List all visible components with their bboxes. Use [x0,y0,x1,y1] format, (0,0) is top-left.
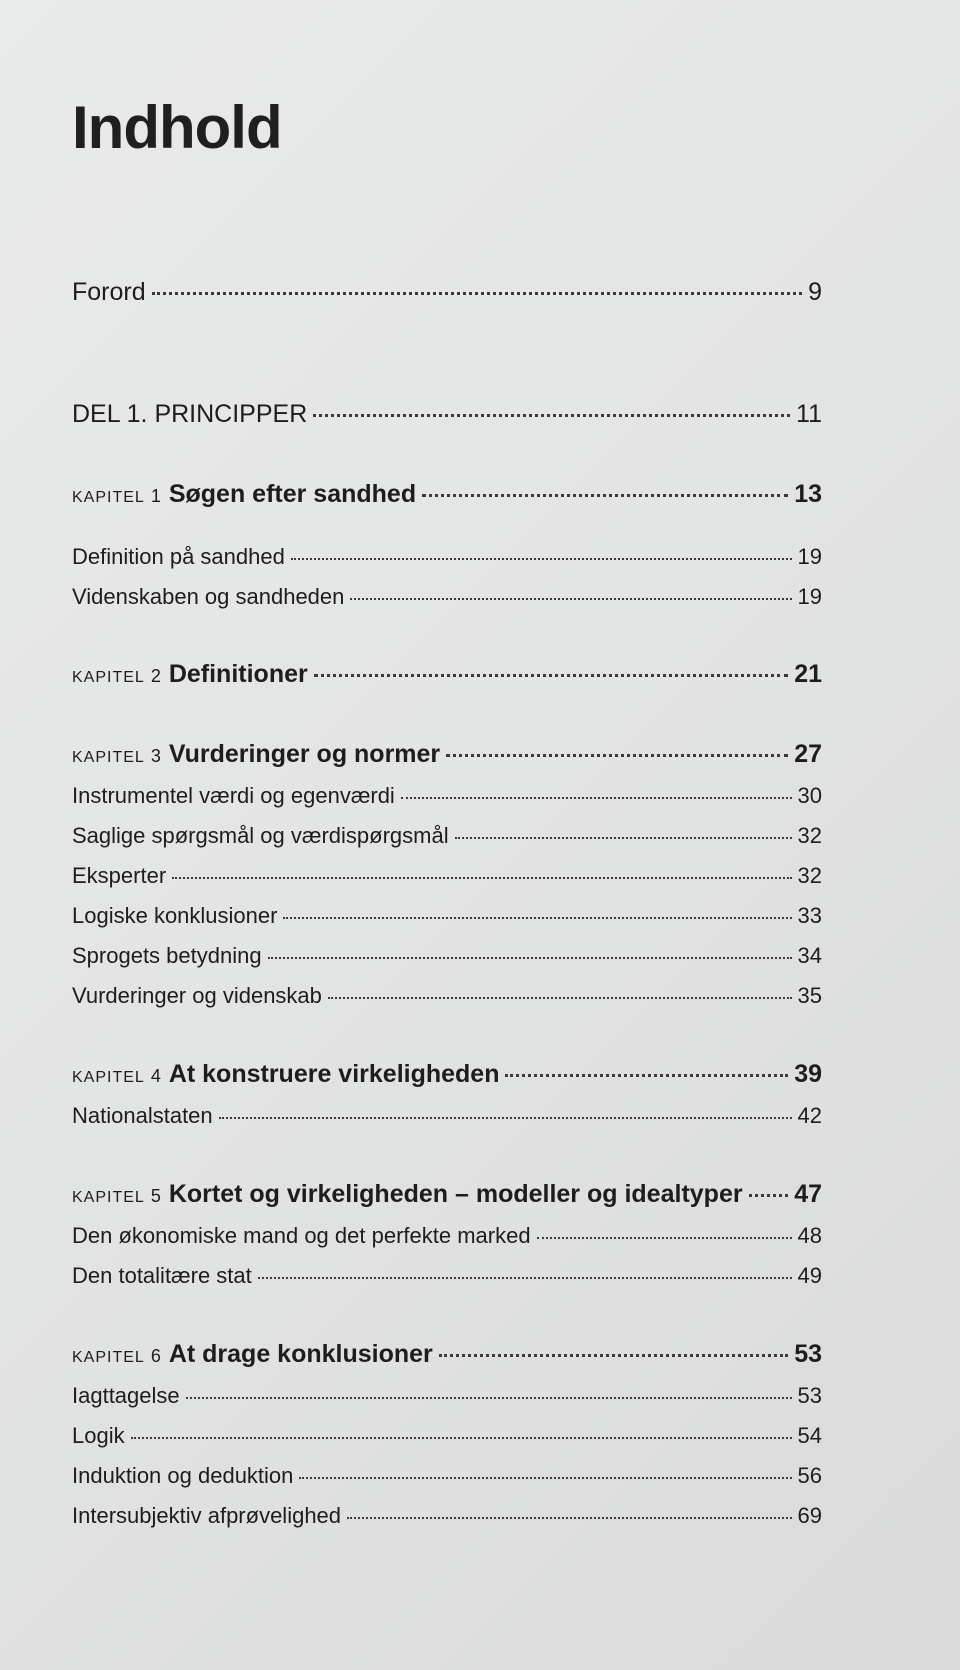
entry-label: Logiske konklusioner [72,903,278,928]
entry-page-number: 47 [794,1180,822,1208]
chapter-prefix: KAPITEL [72,1349,145,1366]
dot-leader [347,1517,791,1519]
toc-entry-del1 [72,400,822,429]
entry-page-number: 13 [794,480,822,508]
entry-page-number: 33 [797,903,822,928]
chapter-number: 3 [150,746,161,766]
toc-section [72,943,822,969]
toc-section [72,863,822,889]
chapter-prefix: KAPITEL [72,1189,145,1206]
entry-label: Logik [72,1423,125,1448]
dot-leader [258,1277,792,1279]
entry-page-number: 53 [794,1340,822,1368]
toc-chapter-5 [72,1180,822,1209]
chapter-prefix: KAPITEL [72,1069,145,1086]
toc-section [72,1223,822,1249]
entry-label: Sprogets betydning [72,943,262,968]
dot-leader [537,1237,792,1239]
toc-section [72,983,822,1009]
entry-page-number: 34 [797,943,822,968]
entry-page-number: 56 [797,1463,822,1488]
entry-page-number: 69 [797,1503,822,1528]
dot-leader [313,414,790,417]
dot-leader [505,1074,788,1077]
entry-label: At konstruere virkeligheden [168,1060,500,1088]
dot-leader [152,292,802,295]
entry-page-number: 32 [797,863,822,888]
toc-section [72,584,822,610]
entry-page-number: 35 [797,983,822,1008]
dot-leader [749,1194,789,1197]
entry-label: Vurderinger og normer [168,740,441,768]
dot-leader [439,1354,788,1357]
dot-leader [401,797,792,799]
dot-leader [455,837,792,839]
toc-section [72,903,822,929]
chapter-number: 2 [150,666,161,686]
toc-chapter-4 [72,1060,822,1089]
entry-page-number: 11 [796,400,822,428]
dot-leader [291,558,792,560]
dot-leader [172,877,791,879]
toc-section [72,1503,822,1529]
entry-label: Definitioner [168,660,308,688]
toc-section [72,783,822,809]
chapter-number: 1 [150,486,161,506]
entry-page-number: 19 [797,544,822,569]
entry-label: Forord [72,278,146,306]
toc-chapter-2 [72,660,822,689]
chapter-prefix: KAPITEL [72,669,145,686]
chapter-prefix: KAPITEL [72,749,145,766]
entry-label: Induktion og deduktion [72,1463,294,1488]
entry-label: DEL 1. PRINCIPPER [72,400,308,428]
entry-label: Definition på sandhed [72,544,285,569]
entry-label: Eksperter [72,863,167,888]
dot-leader [350,598,791,600]
toc-chapter-6 [72,1340,822,1369]
entry-label: Den økonomiske mand og det perfekte marked [72,1223,531,1248]
entry-page-number: 54 [797,1423,822,1448]
dot-leader [314,674,788,677]
chapter-number: 6 [150,1346,161,1366]
entry-page-number: 19 [797,584,822,609]
entry-label: Nationalstaten [72,1103,213,1128]
entry-page-number: 39 [794,1060,822,1088]
page-title: Indhold [72,94,282,161]
entry-label: Den totalitære stat [72,1263,252,1288]
chapter-prefix: KAPITEL [72,489,145,506]
entry-page-number: 53 [797,1383,822,1408]
toc-section [72,1263,822,1289]
toc-chapter-3 [72,740,822,769]
dot-leader [219,1117,792,1119]
toc-section [72,823,822,849]
chapter-number: 5 [150,1186,161,1206]
entry-label: Iagttagelse [72,1383,180,1408]
entry-page-number: 48 [797,1223,822,1248]
entry-page-number: 21 [794,660,822,688]
dot-leader [268,957,792,959]
dot-leader [422,494,788,497]
dot-leader [131,1437,792,1439]
toc-section [72,1103,822,1129]
toc-chapter-1 [72,480,822,509]
entry-label: Instrumentel værdi og egenværdi [72,783,395,808]
toc-section [72,1423,822,1449]
entry-page-number: 30 [797,783,822,808]
entry-page-number: 32 [797,823,822,848]
entry-label: Videnskaben og sandheden [72,584,345,609]
chapter-number: 4 [150,1066,161,1086]
dot-leader [283,917,791,919]
toc-section [72,1383,822,1409]
dot-leader [328,997,792,999]
entry-page-number: 49 [797,1263,822,1288]
entry-label: Søgen efter sandhed [168,480,417,508]
toc-entry-forord [72,278,822,307]
entry-page-number: 42 [797,1103,822,1128]
dot-leader [446,754,788,757]
dot-leader [186,1397,792,1399]
entry-page-number: 27 [794,740,822,768]
entry-label: Intersubjektiv afprøvelighed [72,1503,342,1528]
entry-label: Kortet og virkeligheden – modeller og idealtyper [168,1180,743,1208]
dot-leader [299,1477,791,1479]
toc-section [72,1463,822,1489]
entry-label: Vurderinger og videnskab [72,983,322,1008]
entry-label: Saglige spørgsmål og værdispørgsmål [72,823,449,848]
toc-section [72,544,822,570]
entry-page-number: 9 [808,278,822,306]
entry-label: At drage konklusioner [168,1340,433,1368]
